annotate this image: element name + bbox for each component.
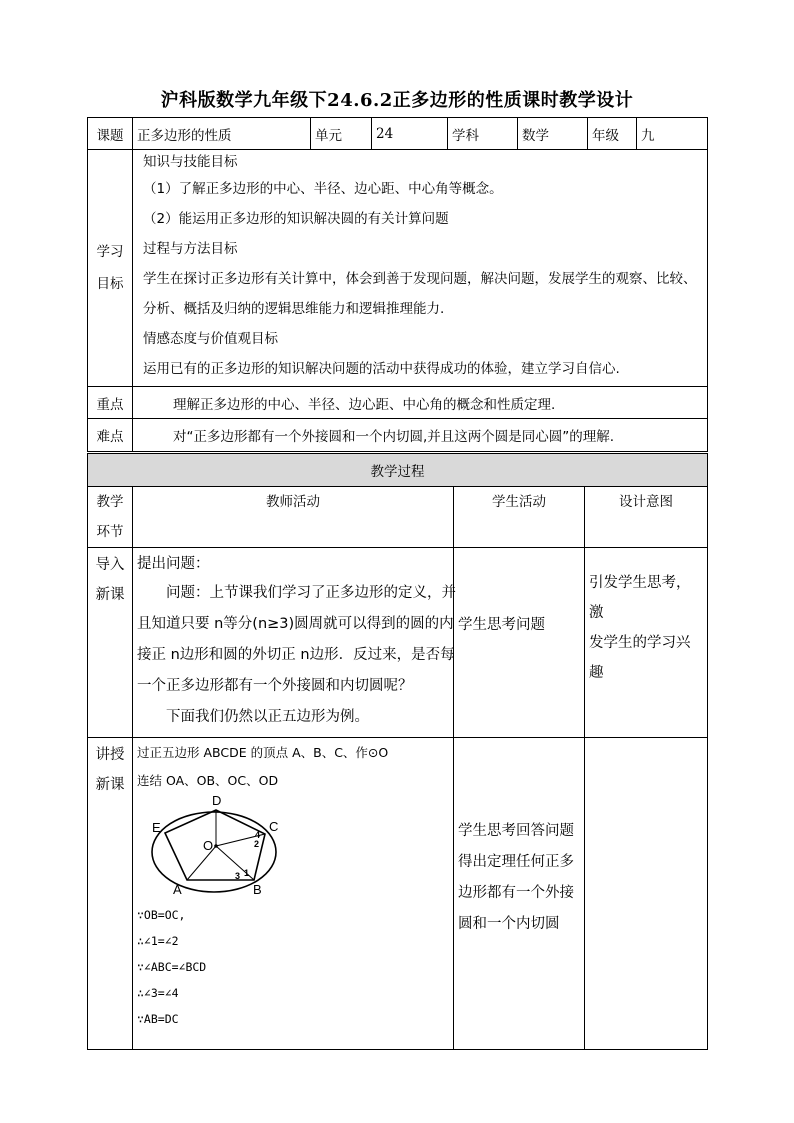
key-text: 理解正多边形的中心、半径、边心距、中心角的概念和性质定理. bbox=[133, 387, 708, 419]
label-2: 2 bbox=[254, 839, 260, 849]
lecture-intent bbox=[585, 738, 708, 1050]
lecture-student: 学生思考回答问题 得出定理任何正多 边形都有一个外接 圆和一个内切圆 bbox=[454, 738, 585, 1050]
knowledge-2: （2）能运用正多边形的知识解决圆的有关计算问题 bbox=[143, 211, 449, 227]
goals-content bbox=[133, 150, 708, 387]
col-intent: 设计意图 bbox=[585, 487, 708, 548]
knowledge-1: （1）了解正多边形的中心、半径、边心距、中心角等概念。 bbox=[143, 181, 503, 197]
process-header: 教学过程 bbox=[88, 454, 708, 487]
key-label: 重点 bbox=[88, 387, 133, 419]
label-D: D bbox=[212, 794, 222, 808]
label-C: C bbox=[269, 819, 279, 834]
course-label: 课题 bbox=[88, 118, 133, 150]
col-teacher: 教师活动 bbox=[133, 487, 454, 548]
intro-student: 学生思考问题 bbox=[454, 548, 585, 738]
info-table bbox=[87, 117, 708, 452]
col-stage: 教学 环节 bbox=[88, 487, 133, 548]
difficulty-text: 对“正多边形都有一个外接圆和一个内切圆,并且这两个圆是同心圆”的理解. bbox=[133, 419, 708, 452]
header-row bbox=[88, 118, 708, 150]
unit-value: 24 bbox=[372, 118, 448, 150]
label-1: 1 bbox=[244, 868, 250, 878]
process-table bbox=[87, 453, 708, 1050]
process-1: 学生在探讨正多边形有关计算中，体会到善于发现问题，解决问题，发展学生的观察、比较、 bbox=[143, 271, 697, 287]
intro-stage: 导入 新课 bbox=[88, 548, 133, 738]
emotion-title: 情感态度与价值观目标 bbox=[143, 331, 278, 347]
lecture-stage: 讲授 新课 bbox=[88, 738, 133, 1050]
emotion-1: 运用已有的正多边形的知识解决问题的活动中获得成功的体验，建立学习自信心. bbox=[143, 361, 620, 377]
intro-teacher: 提出问题： 问题：上节课我们学习了正多边形的定义，并 且知道只要 n等分(n≥3)圆周就可以得到的圆的内 接正 n边形和圆的外切正 n边形．反过来，是否每 一个正多边形都有一个外接圆和内切圆呢？ 下面我们仍然以正五边形为例。 bbox=[133, 548, 454, 738]
grade-value: 九 bbox=[637, 118, 708, 150]
difficulty-row bbox=[88, 419, 708, 452]
lecture-teacher: 过正五边形 ABCDE 的顶点 A、B、C、作⊙O 连结 OA、OB、OC、OD D C E A B O 4 2 1 3 ∵OB=OC, ∴∠1=∠2 ∵∠ABC=∠BCD ∴∠3=∠4 ∵AB=DC bbox=[133, 738, 454, 1050]
subject-label: 学科 bbox=[448, 118, 518, 150]
page-title: 沪科版数学九年级下24.6.2正多边形的性质课时教学设计 bbox=[160, 90, 634, 111]
proof-2: ∴∠1=∠2 bbox=[137, 934, 179, 948]
grade-label: 年级 bbox=[588, 118, 637, 150]
process-title: 过程与方法目标 bbox=[143, 241, 238, 257]
label-4: 4 bbox=[255, 830, 261, 840]
center-point bbox=[214, 844, 218, 848]
process-header-row bbox=[88, 454, 708, 487]
intro-intent: 引发学生思考，激 发学生的学习兴趣 bbox=[585, 548, 708, 738]
process-columns-row bbox=[88, 487, 708, 548]
goals-row bbox=[88, 150, 708, 387]
process-2: 分析、概括及归纳的逻辑思维能力和逻辑推理能力. bbox=[143, 301, 445, 317]
subject-value: 数学 bbox=[518, 118, 588, 150]
key-row bbox=[88, 387, 708, 419]
label-3: 3 bbox=[235, 871, 241, 881]
proof-3: ∵∠ABC=∠BCD bbox=[137, 960, 207, 974]
label-E: E bbox=[152, 820, 161, 835]
label-A: A bbox=[173, 882, 182, 897]
proof-4: ∴∠3=∠4 bbox=[137, 986, 179, 1000]
intro-row bbox=[88, 548, 708, 738]
pentagon-figure bbox=[141, 794, 291, 902]
difficulty-label: 难点 bbox=[88, 419, 133, 452]
course-value: 正多边形的性质 bbox=[133, 118, 311, 150]
col-student: 学生活动 bbox=[454, 487, 585, 548]
proof-1: ∵OB=OC, bbox=[137, 908, 186, 922]
proof-5: ∵AB=DC bbox=[137, 1012, 179, 1026]
knowledge-title: 知识与技能目标 bbox=[143, 154, 238, 170]
goals-label: 学习 目标 bbox=[88, 150, 133, 387]
label-O: O bbox=[203, 838, 214, 853]
lecture-row bbox=[88, 738, 708, 1050]
unit-label: 单元 bbox=[311, 118, 372, 150]
label-B: B bbox=[253, 882, 262, 897]
